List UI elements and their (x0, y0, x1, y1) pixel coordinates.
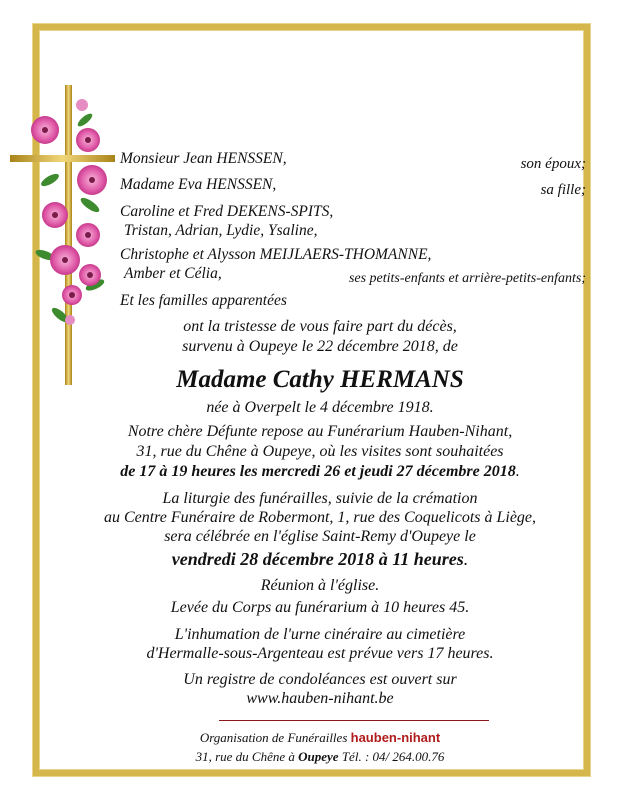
birth-line: née à Overpelt le 4 décembre 1918. (206, 399, 434, 416)
liturgy-line-3: sera célébrée en l'église Saint-Remy d'Oupeye le (164, 528, 476, 545)
registry-line-1: Un registre de condoléances est ouvert sur (183, 671, 457, 688)
ceremony-date: vendredi 28 décembre 2018 à 11 heures. (171, 549, 469, 569)
family-line-4: Tristan, Adrian, Lydie, Ysaline, (124, 222, 318, 239)
liturgy-line-1: La liturgie des funérailles, suivie de la crémation (162, 490, 478, 507)
reunion-note: Réunion à l'église. (260, 577, 380, 594)
footer-divider (219, 720, 489, 721)
relation-daughter: sa fille; (540, 182, 586, 198)
announcement-line-1: ont la tristesse de vous faire part du décès, (183, 318, 457, 335)
visit-line-1: Notre chère Défunte repose au Funérarium Hauben-Nihant, (127, 423, 513, 440)
inhumation-line-2: d'Hermalle-sous-Argenteau est prévue vers 17 heures. (146, 645, 494, 662)
family-line-3: Caroline et Fred DEKENS-SPITS, (120, 203, 334, 220)
liturgy-line-2: au Centre Funéraire de Robermont, 1, rue des Coquelicots à Liège, (103, 509, 537, 526)
footer-address: 31, rue du Chêne à Oupeye Tél. : 04/ 264.00.76 (195, 749, 445, 764)
brand-logo: hauben-nihant (350, 730, 441, 745)
relation-spouse: son époux; (520, 156, 586, 172)
family-line-1: Monsieur Jean HENSSEN, (120, 150, 287, 167)
footer-organisation: Organisation de Funérailles hauben-nihant (199, 730, 441, 745)
inhumation-line-1: L'inhumation de l'urne cinéraire au cimetière (174, 626, 466, 643)
visit-line-3: de 17 à 19 heures les mercredi 26 et jeudi 27 décembre 2018. (120, 463, 520, 480)
family-line-2: Madame Eva HENSSEN, (120, 176, 277, 193)
relation-grandchildren: ses petits-enfants et arrière-petits-enfants; (348, 271, 586, 286)
deceased-name: Madame Cathy HERMANS (176, 366, 464, 393)
announcement-line-2: survenu à Oupeye le 22 décembre 2018, de (182, 338, 458, 355)
visit-hours: de 17 à 19 heures les mercredi 26 et jeudi 27 décembre 2018 (120, 463, 516, 480)
family-line-5: Christophe et Alysson MEIJLAERS-THOMANNE, (120, 246, 432, 263)
registry-link[interactable]: www.hauben-nihant.be (246, 690, 394, 707)
family-line-6: Amber et Célia, (124, 265, 222, 282)
family-line-7: Et les familles apparentées (120, 292, 287, 309)
levee-note: Levée du Corps au funérarium à 10 heures 45. (170, 599, 470, 616)
visit-line-2: 31, rue du Chêne à Oupeye, où les visites sont souhaitées (136, 443, 504, 460)
